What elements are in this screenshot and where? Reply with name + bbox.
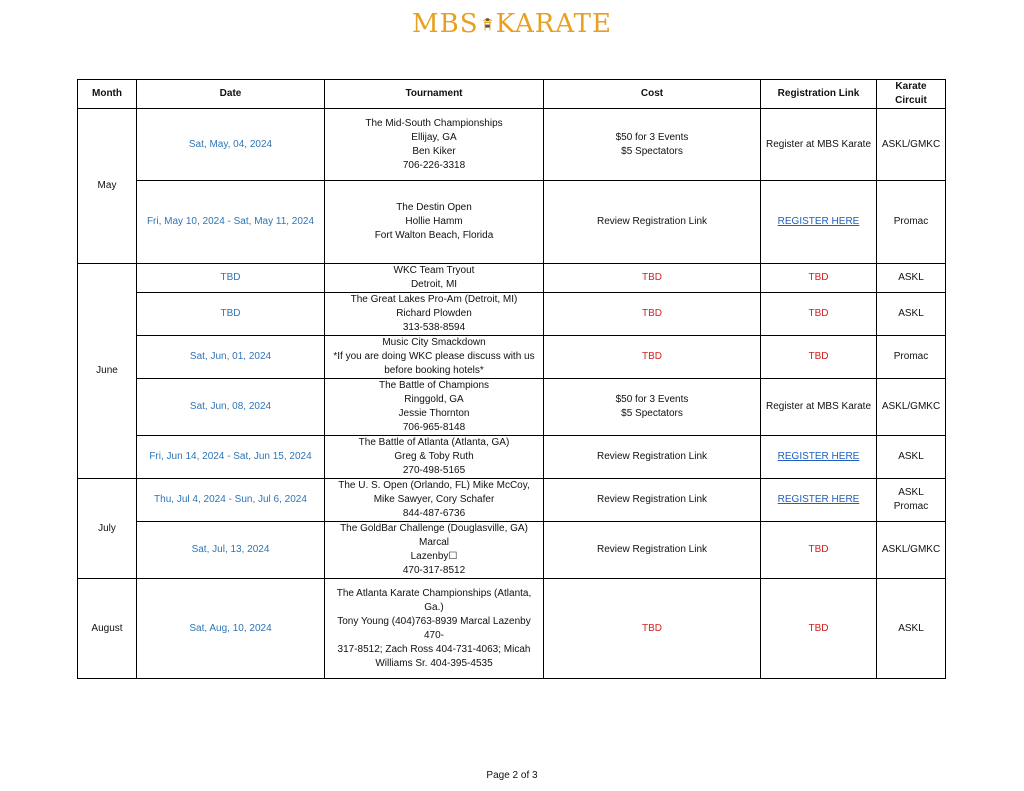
tournament-cell [325,579,544,679]
page-number-footer: Page 2 of 3 [486,770,538,781]
table-row [78,522,946,579]
cost-cell: TBD [544,336,761,379]
tournament-line: 470-317-8512 [402,565,466,576]
month-cell: May [78,109,137,264]
registration-cell: Register at MBS Karate [761,379,877,436]
table-row [78,181,946,264]
tournament-cell [325,264,544,293]
tournament-line: The U. S. Open (Orlando, FL) Mike McCoy, [338,480,530,491]
tournament-line: The Destin Open [396,202,472,213]
tournament-line: 313-538-8594 [402,322,466,333]
cost-line: $50 for 3 Events [615,394,689,405]
month-cell: June [78,264,137,479]
tournament-line: Tony Young (404)763-8939 Marcal Lazenby 470- [337,615,531,641]
circuit-cell: ASKL [877,264,946,293]
header-month: Month [78,80,137,109]
tournament-line: 706-965-8148 [402,422,466,433]
registration-cell [761,479,877,522]
header-karate-circuit: Karate Circuit [877,80,946,109]
cost-cell: TBD [544,579,761,679]
registration-cell: TBD [761,264,877,293]
cost-cell: Review Registration Link [544,181,761,264]
table-row [78,293,946,336]
tournament-schedule-table [77,79,946,679]
tournament-line: Lazenby☐ [410,551,458,562]
circuit-cell: Promac [877,181,946,264]
tournament-line: The Mid-South Championships [365,117,503,129]
tournament-line: Mike Sawyer, Cory Schafer [373,494,495,505]
cost-line: $5 Spectators [621,408,683,419]
date-cell: TBD [137,293,325,336]
month-cell: August [78,579,137,679]
cost-cell: TBD [544,264,761,293]
mbs-karate-logo [412,2,612,46]
month-cell: July [78,479,137,579]
tournament-cell [325,379,544,436]
table-row [78,264,946,293]
tournament-line: The Battle of Champions [378,380,490,391]
circuit-cell: Promac [877,336,946,379]
header-date: Date [137,80,325,109]
cost-line: $5 Spectators [621,145,683,157]
tournament-line: The Battle of Atlanta (Atlanta, GA) [358,437,510,448]
register-here-link[interactable]: REGISTER HERE [777,494,860,505]
tournament-line: The Great Lakes Pro-Am (Detroit, MI) [350,294,518,305]
tournament-cell [325,181,544,264]
circuit-cell: ASKL [877,293,946,336]
tournament-cell [325,479,544,522]
registration-cell [761,436,877,479]
date-cell: Sat, Aug, 10, 2024 [137,579,325,679]
registration-cell: TBD [761,336,877,379]
tournament-line: Jessie Thornton [398,408,470,419]
registration-cell: TBD [761,293,877,336]
register-here-link[interactable]: REGISTER HERE [777,451,860,462]
circuit-cell: ASKL/GMKC [877,379,946,436]
circuit-line: Promac [893,501,929,512]
logo-text-left: MBS [412,9,479,39]
table-row [78,336,946,379]
tournament-line: Ringgold, GA [404,394,464,405]
registration-cell: TBD [761,579,877,679]
header-cost: Cost [544,80,761,109]
table-row [78,579,946,679]
circuit-cell: ASKL [877,436,946,479]
tournament-cell [325,436,544,479]
tournament-line: Hollie Hamm [405,216,463,227]
tournament-line: Greg & Toby Ruth [394,451,474,462]
table-row [78,109,946,181]
tournament-cell [325,293,544,336]
tournament-line: Ellijay, GA [411,131,457,143]
cost-cell [544,109,761,181]
tournament-line: Fort Walton Beach, Florida [374,230,494,241]
tournament-line: 270-498-5165 [402,465,466,476]
tournament-cell [325,522,544,579]
register-here-link[interactable]: REGISTER HERE [777,216,860,227]
tournament-line: *If you are doing WKC please discuss with us [333,351,535,362]
table-row [78,379,946,436]
tournament-line: Ga.) [424,601,444,613]
table-header-row [78,80,946,109]
cost-cell [544,379,761,436]
cost-cell: TBD [544,293,761,336]
date-cell: Fri, May 10, 2024 - Sat, May 11, 2024 [137,181,325,264]
tournament-line: Detroit, MI [410,279,458,290]
tournament-line: Music City Smackdown [382,337,486,348]
tournament-line: Williams Sr. 404-395-4535 [375,657,493,669]
cost-cell: Review Registration Link [544,436,761,479]
cost-line: $50 for 3 Events [615,131,689,143]
cost-cell: Review Registration Link [544,522,761,579]
circuit-cell [877,479,946,522]
date-cell: Sat, Jun, 08, 2024 [137,379,325,436]
tournament-line: Ben Kiker [412,145,456,157]
circuit-cell: ASKL/GMKC [877,109,946,181]
circuit-cell: ASKL/GMKC [877,522,946,579]
tournament-line: 706-226-3318 [402,159,466,171]
registration-cell: Register at MBS Karate [761,109,877,181]
table-row [78,479,946,522]
table-row [78,436,946,479]
registration-cell: TBD [761,522,877,579]
circuit-cell: ASKL [877,579,946,679]
date-cell: Sat, May, 04, 2024 [137,109,325,181]
date-cell: Sat, Jun, 01, 2024 [137,336,325,379]
karate-gate-emblem-icon [481,2,494,46]
tournament-line: The GoldBar Challenge (Douglasville, GA) Marcal [340,523,528,548]
date-cell: Thu, Jul 4, 2024 - Sun, Jul 6, 2024 [137,479,325,522]
logo-text-right: KARATE [495,9,612,39]
header-tournament: Tournament [325,80,544,109]
tournament-line: WKC Team Tryout [393,265,475,276]
date-cell: Sat, Jul, 13, 2024 [137,522,325,579]
cost-cell: Review Registration Link [544,479,761,522]
tournament-cell [325,109,544,181]
tournament-cell [325,336,544,379]
tournament-line: before booking hotels* [384,365,484,376]
registration-cell [761,181,877,264]
header-registration-link: Registration Link [761,80,877,109]
date-cell: Fri, Jun 14, 2024 - Sat, Jun 15, 2024 [137,436,325,479]
tournament-line: The Atlanta Karate Championships (Atlanta, [336,587,532,599]
tournament-line: 317-8512; Zach Ross 404-731-4063; Micah [337,643,531,655]
date-cell: TBD [137,264,325,293]
tournament-line: Richard Plowden [396,308,472,319]
circuit-line: ASKL [898,487,924,498]
tournament-line: 844-487-6736 [402,508,466,519]
